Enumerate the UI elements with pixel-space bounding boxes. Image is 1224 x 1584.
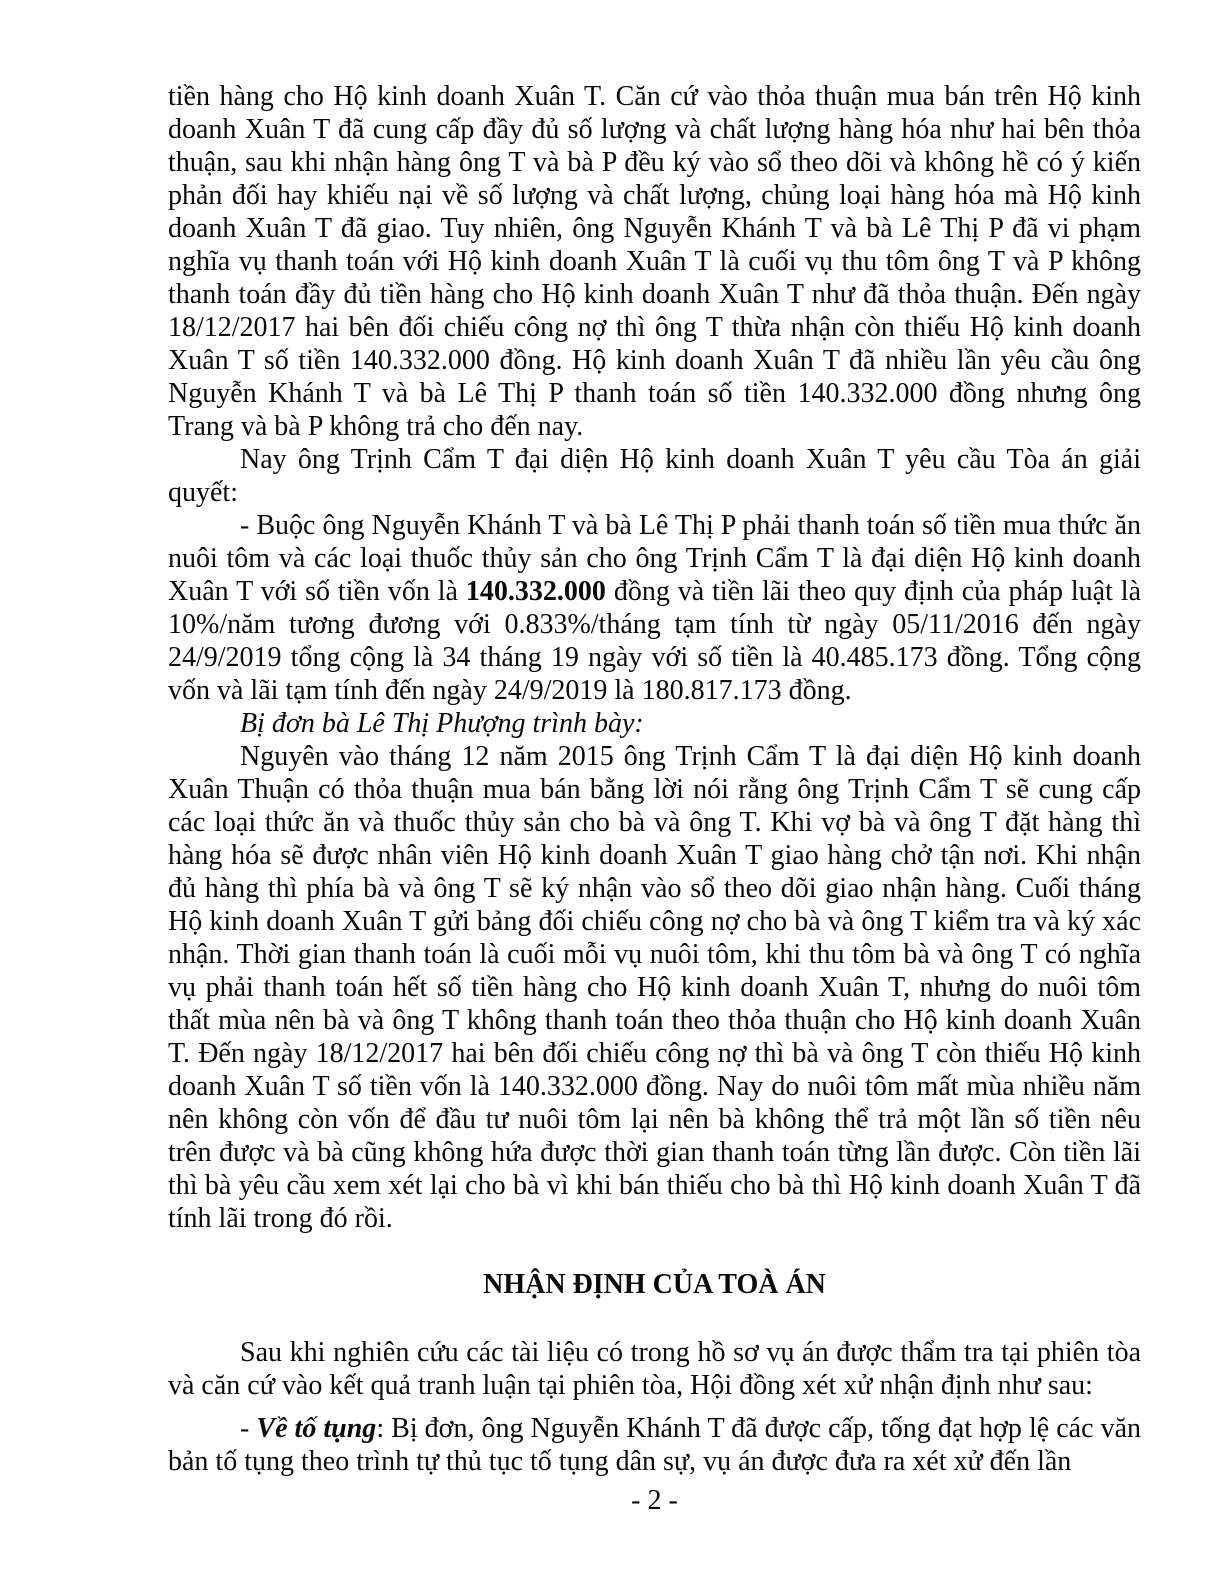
text-run: - Buộc ông Nguyễn Khánh T và bà Lê Thị P phải thanh toán số tiền mua thức ăn nuôi tôm và các loại thuốc thủy sản cho ông Trịnh Cẩm T là đại diện Hộ kinh doanh Xuân T với số tiền vốn là [168, 510, 1141, 607]
plaintiff-request-intro [168, 443, 1141, 509]
heading-text: NHẬN ĐỊNH CỦA TOÀ ÁN [483, 1269, 826, 1300]
principal-amount: 140.332.000 [465, 576, 606, 607]
text-run: Bị đơn bà Lê Thị Phượng trình bày: [240, 708, 644, 739]
assessment-intro [168, 1336, 1141, 1402]
section-heading [168, 1268, 1141, 1301]
text-run: : Bị đơn, ông Nguyễn Khánh T đã được cấp, tống đạt hợp lệ các văn bản tố tụng theo trình tự thủ tục tố tụng dân sự, vụ án được đưa ra xét xử đến lần [168, 1413, 1141, 1477]
procedure-label: Về tố tụng [256, 1413, 377, 1444]
procedural-finding [168, 1412, 1141, 1478]
defendant-statement [168, 740, 1141, 1235]
continued-paragraph [168, 80, 1141, 443]
document-body [168, 80, 1141, 1478]
text-run: Nay ông Trịnh Cẩm T đại diện Hộ kinh doanh Xuân T yêu cầu Tòa án giải quyết: [168, 444, 1141, 508]
page-number: - 2 - [631, 1485, 678, 1516]
text-run: Nguyên vào tháng 12 năm 2015 ông Trịnh Cẩm T là đại diện Hộ kinh doanh Xuân Thuận có thỏa thuận mua bán bằng lời nói rằng ông Trịnh Cẩm T sẽ cung cấp các loại thức ăn và thuốc thủy sản cho bà và ông T. Khi vợ bà và ông T đặt hàng thì hàng hóa sẽ được nhân viên Hộ kinh doanh Xuân T giao hàng chở tận nơi. Khi nhận đủ hàng thì phía bà và ông T sẽ ký nhận vào sổ theo dõi giao nhận hàng. Cuối tháng Hộ kinh doanh Xuân T gửi bảng đối chiếu công nợ cho bà và ông T kiểm tra và ký xác nhận. Thời gian thanh toán là cuối mỗi vụ nuôi tôm, khi thu tôm bà và ông T có nghĩa vụ phải thanh toán hết số tiền hàng cho Hộ kinh doanh Xuân T, nhưng do nuôi tôm thất mùa nên bà và ông T không thanh toán theo thỏa thuận cho Hộ kinh doanh Xuân T. Đến ngày 18/12/2017 hai bên đối chiếu công nợ thì bà và ông T còn thiếu Hộ kinh doanh Xuân T số tiền vốn là 140.332.000 đồng. Nay do nuôi tôm mất mùa nhiều năm nên không còn vốn để đầu tư nuôi tôm lại nên bà không thể trả một lần số tiền nêu trên được và bà cũng không hứa được thời gian thanh toán từng lần được. Còn tiền lãi thì bà yêu cầu xem xét lại cho bà vì khi bán thiếu cho bà thì Hộ kinh doanh Xuân T đã tính lãi trong đó rồi. [168, 741, 1141, 1234]
text-run: tiền hàng cho Hộ kinh doanh Xuân T. Căn cứ vào thỏa thuận mua bán trên Hộ kinh doanh Xuân T đã cung cấp đầy đủ số lượng và chất lượng hàng hóa như hai bên thỏa thuận, sau khi nhận hàng ông T và bà P đều ký vào sổ theo dõi và không hề có ý kiến phản đối hay khiếu nại về số lượng và chất lượng, chủng loại hàng hóa mà Hộ kinh doanh Xuân T đã giao. Tuy nhiên, ông Nguyễn Khánh T và bà Lê Thị P đã vi phạm nghĩa vụ thanh toán với Hộ kinh doanh Xuân T là cuối vụ thu tôm ông T và P không thanh toán đầy đủ tiền hàng cho Hộ kinh doanh Xuân T như đã thỏa thuận. Đến ngày 18/12/2017 hai bên đối chiếu công nợ thì ông T thừa nhận còn thiếu Hộ kinh doanh Xuân T số tiền 140.332.000 đồng. Hộ kinh doanh Xuân T đã nhiều lần yêu cầu ông Nguyễn Khánh T và bà Lê Thị P thanh toán số tiền 140.332.000 đồng nhưng ông Trang và bà P không trả cho đến nay. [168, 81, 1141, 442]
text-run: Sau khi nghiên cứu các tài liệu có trong hồ sơ vụ án được thẩm tra tại phiên tòa và căn cứ vào kết quả tranh luận tại phiên tòa, Hội đồng xét xử nhận định như sau: [168, 1337, 1141, 1401]
request-item [168, 509, 1141, 707]
defendant-statement-intro [168, 707, 1141, 740]
text-run: đồng và tiền lãi theo quy định của pháp luật là 10%/năm tương đương với 0.833%/tháng tạm tính từ ngày 05/11/2016 đến ngày 24/9/2019 tổng cộng là 34 tháng 19 ngày với số tiền là 40.485.173 đồng. Tổng cộng vốn và lãi tạm tính đến ngày 24/9/2019 là 180.817.173 đồng. [168, 576, 1141, 706]
text-run: - [240, 1413, 257, 1444]
